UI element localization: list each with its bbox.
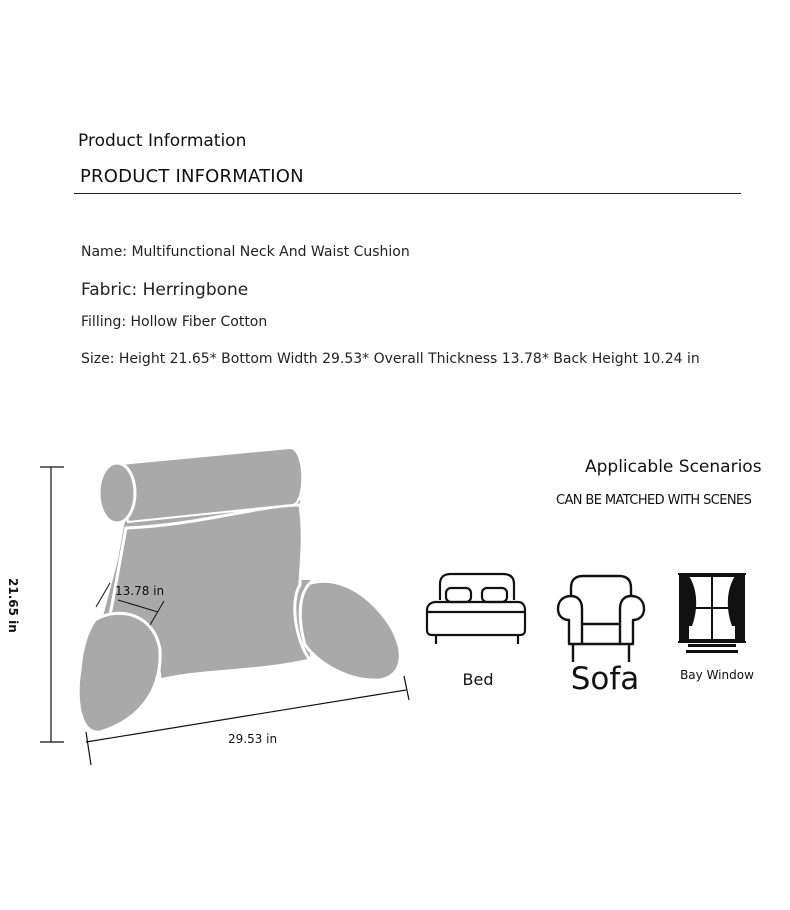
spec-name: Name: Multifunctional Neck And Waist Cushion	[81, 244, 410, 260]
height-label: 21.65 in	[6, 578, 20, 633]
bay-window-icon	[678, 570, 746, 666]
sofa-icon	[557, 574, 645, 664]
thickness-label: 13.78 in	[115, 584, 165, 598]
height-dimension-line	[40, 467, 64, 742]
bed-icon	[426, 572, 528, 650]
bay-window-label: Bay Window	[680, 668, 754, 682]
spec-fabric: Fabric: Herringbone	[81, 280, 249, 300]
scenarios-title: Applicable Scenarios	[585, 457, 762, 477]
width-label: 29.53 in	[228, 732, 278, 746]
section-title: Product Information	[78, 131, 247, 151]
scenarios-subtitle: CAN BE MATCHED WITH SCENES	[556, 493, 752, 508]
section-title-caps: PRODUCT INFORMATION	[80, 166, 304, 187]
sofa-label: Sofa	[570, 661, 640, 697]
spec-size: Size: Height 21.65* Bottom Width 29.53* Overall Thickness 13.78* Back Height 10.24 in	[81, 351, 700, 367]
spec-filling: Filling: Hollow Fiber Cotton	[81, 314, 268, 330]
bed-label: Bed	[462, 670, 494, 689]
